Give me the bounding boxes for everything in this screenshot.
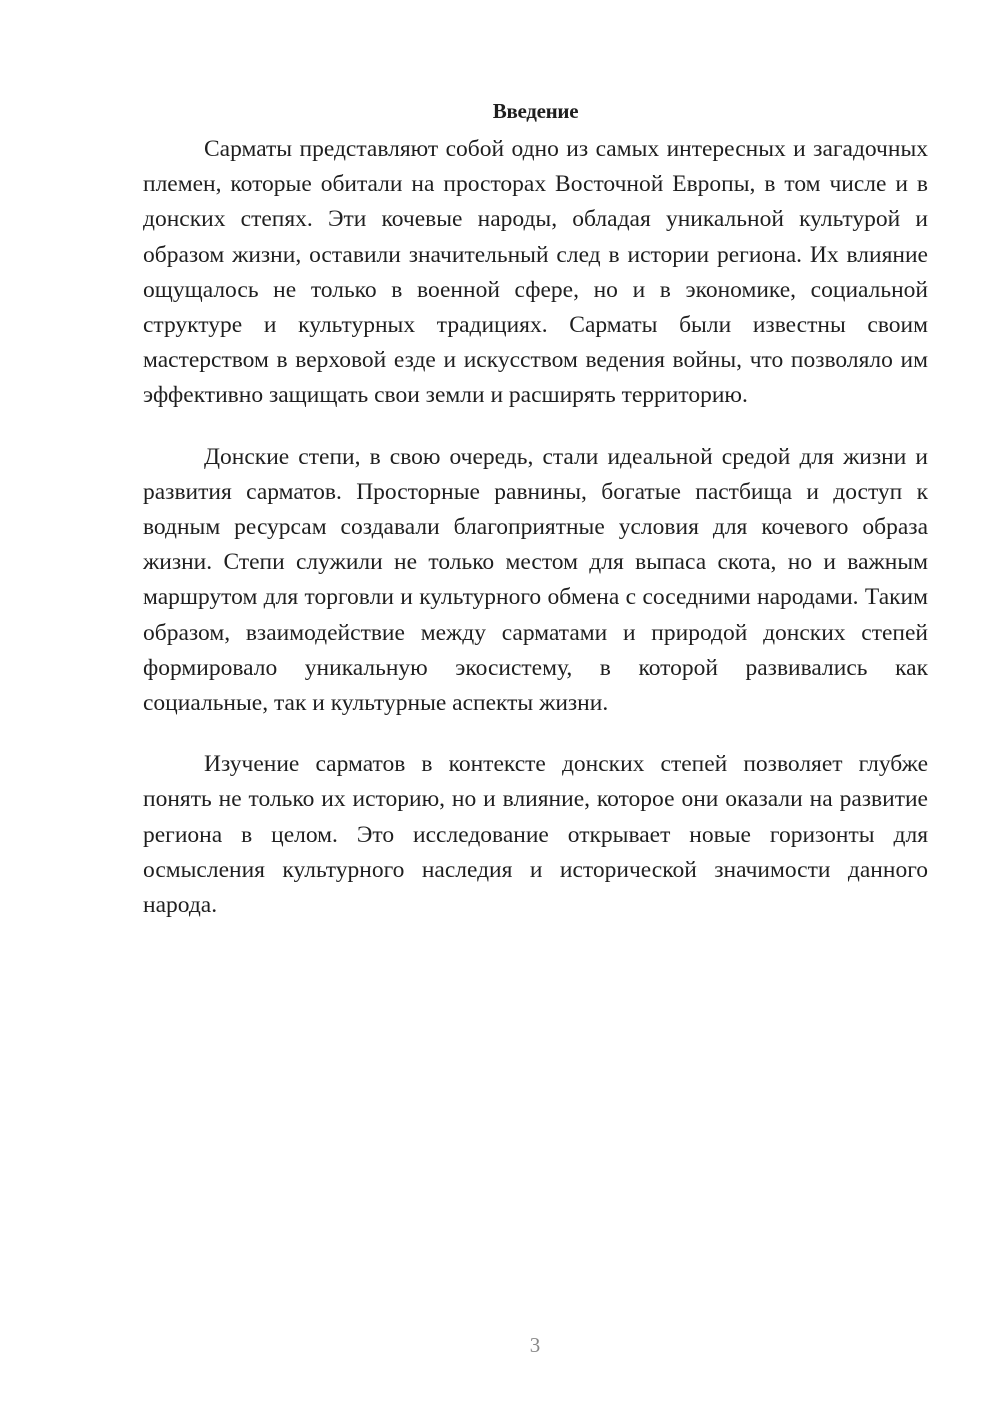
section-heading: Введение (492, 99, 579, 123)
paragraph-2: Донские степи, в свою очередь, стали идеальной средой для жизни и развития сарматов. Просторные равнины, богатые пастбища и доступ к водным ресурсам создавали благоприятные условия для кочевого образа жизни. Степи служили не только местом для выпаса скота, но и важным маршрутом для торговли и культурного обмена с соседними народами. Таким образом, взаимодействие между сарматами и природой донских степей формировало уникальную экосистему, в которой развивались как социальные, так и культурные аспекты жизни. (143, 443, 928, 717)
paragraph-3: Изучение сарматов в контексте донских степей позволяет глубже понять не только их историю, но и влияние, которое они оказали на развитие региона в целом. Это исследование открывает новые горизонты для осмысления культурного наследия и исторической значимости данного народа. (143, 751, 928, 919)
page-number: 3 (529, 1333, 541, 1357)
page-content (143, 96, 928, 949)
paragraph-1: Сарматы представляют собой одно из самых интересных и загадочных племен, которые обитали на просторах Восточной Европы, в том числе и в донских степях. Эти кочевые народы, обладая уникальной культурой и образом жизни, оставили значительный след в истории региона. Их влияние ощущалось не только в военной сфере, но и в экономике, социальной структуре и культурных традициях. Сарматы были известны своим мастерством в верховой езде и искусством ведения войны, что позволяло им эффективно защищать свои земли и расширять территорию. (143, 136, 928, 409)
